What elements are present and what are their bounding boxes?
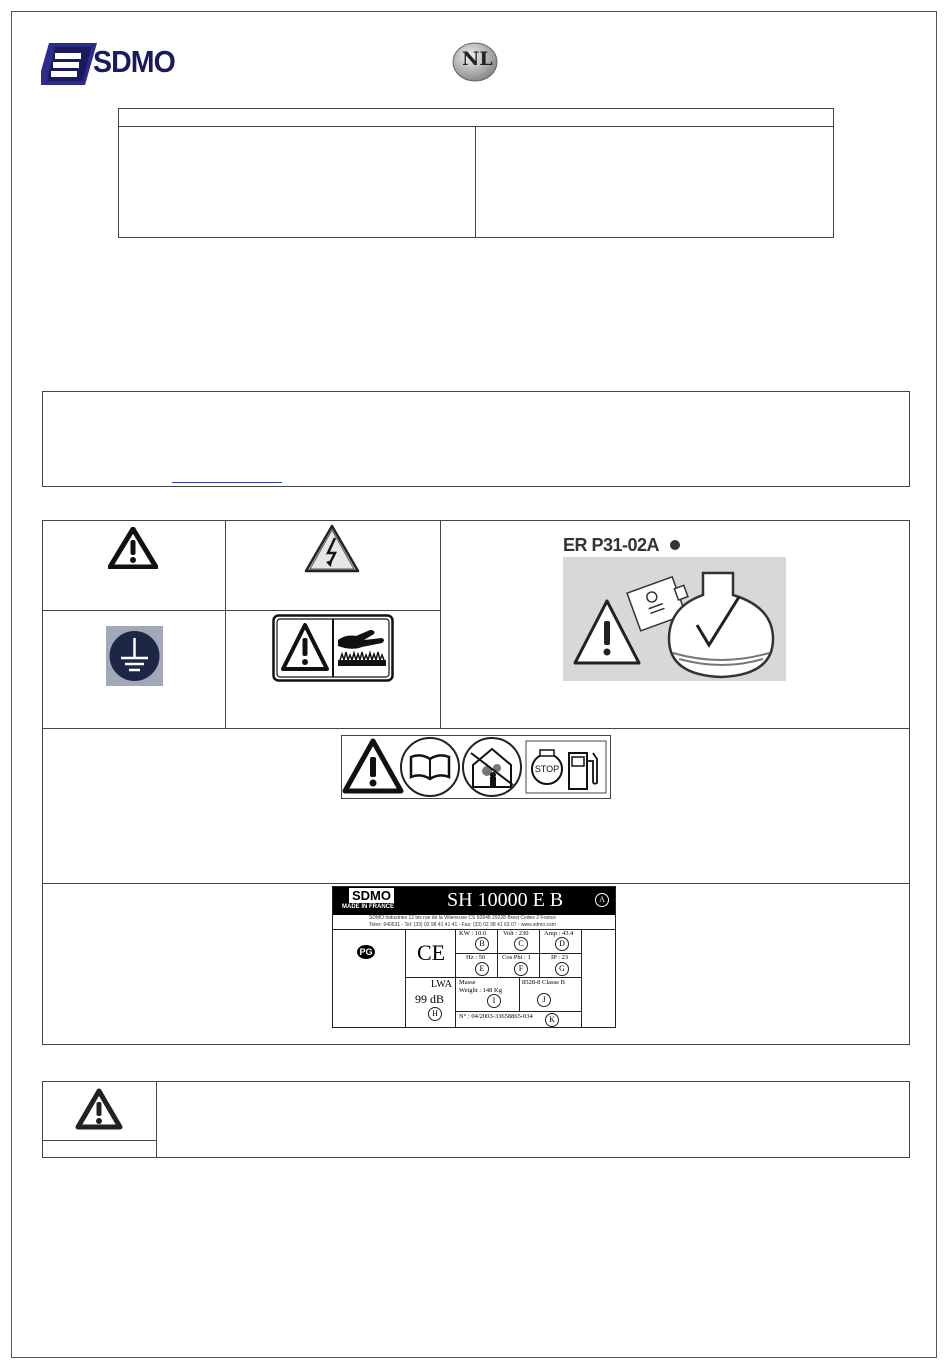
- safety-pictogram-strip: [341, 735, 611, 799]
- symbols-row-rule-3: [42, 883, 910, 884]
- plate-weight: Weight : 148 Kg: [459, 987, 502, 994]
- plate-rule: [455, 929, 456, 1028]
- hot-surface-warning-icon: [272, 614, 394, 682]
- engine-oil-check-icon: [563, 535, 786, 681]
- plate-marker-k: K: [545, 1013, 559, 1027]
- plate-model: SH 10000 E B: [447, 889, 564, 911]
- ce-mark: CE: [417, 940, 446, 965]
- symbols-col-rule-2: [440, 520, 441, 728]
- brand-name: SDMO: [93, 44, 175, 79]
- plate-rule: [519, 977, 520, 1011]
- plate-marker-j: J: [537, 993, 551, 1007]
- plate-rule: [405, 977, 581, 978]
- plate-marker-f: F: [514, 962, 528, 976]
- plate-lwa: LWA: [431, 979, 452, 990]
- plate-marker-c: C: [514, 937, 528, 951]
- engine-oil-label-code: ER P31-02A: [563, 535, 660, 555]
- plate-rule: [581, 929, 582, 1028]
- plate-marker-a: A: [595, 893, 609, 907]
- plate-marker-i: I: [487, 994, 501, 1008]
- toxic-fumes-icon: [463, 738, 521, 796]
- plate-rule: [455, 1011, 581, 1012]
- plate-brand: SDMO: [349, 888, 394, 903]
- electric-shock-icon: [304, 524, 360, 574]
- plate-kw: KW : 10.0: [459, 930, 487, 937]
- plate-marker-b: B: [475, 937, 489, 951]
- intro-table: [118, 108, 834, 238]
- symbols-col-rule-1: [225, 520, 226, 728]
- plate-rule: [405, 929, 406, 1028]
- plate-db: 99 dB: [415, 992, 445, 1006]
- gost-mark: PG: [357, 945, 375, 959]
- plate-marker-d: D: [555, 937, 569, 951]
- intro-table-header-rule: [118, 126, 834, 127]
- symbols-row-rule-2: [42, 728, 910, 729]
- plate-address-1: SDMO Industries 12 bis rue de la Villeneuve CS 92848 29228 Brest Cedex 2 France: [369, 915, 556, 921]
- identification-plate: [332, 886, 616, 1028]
- plate-mass: Masse: [459, 979, 476, 986]
- plate-hz: Hz : 50: [466, 954, 486, 961]
- plate-marker-g: G: [555, 962, 569, 976]
- plate-made-in: MADE IN FRANCE: [342, 904, 394, 910]
- plate-marker-e: E: [475, 962, 489, 976]
- svg-text:STOP: STOP: [534, 764, 560, 774]
- plate-amp: Amp : 43.4: [544, 930, 574, 937]
- plate-cosphi: Cos Phi : 1: [502, 954, 531, 961]
- stop-engine-refuel-icon: [526, 741, 606, 793]
- language-badge-label: NL: [462, 48, 493, 70]
- warning-triangle-icon: [75, 1088, 123, 1130]
- plate-address-2: Telex: 640531 - Tel: (33) 02 98 41 41 41 - Fax: (33) 02 98 41 63 07 - www.sdmo.com: [369, 922, 556, 928]
- earth-ground-icon: [106, 626, 163, 686]
- plate-volt: Volt : 230: [503, 930, 529, 937]
- info-box: [42, 391, 910, 487]
- warning-note-box: [42, 1081, 910, 1158]
- website-link-underline[interactable]: [172, 482, 282, 483]
- intro-table-column-rule: [475, 126, 476, 238]
- warning-note-col-rule: [156, 1081, 157, 1158]
- plate-standard: 8528-8 Classe B: [522, 979, 565, 986]
- warning-note-icon-rule: [42, 1140, 156, 1141]
- plate-marker-h: H: [428, 1007, 442, 1021]
- warning-triangle-icon: [108, 527, 158, 569]
- plate-ip: IP : 23: [551, 954, 569, 961]
- read-manual-icon: [401, 738, 459, 796]
- symbols-row-rule-1: [42, 610, 440, 611]
- plate-serial: N° : 04/2003-33658865-034: [459, 1013, 533, 1020]
